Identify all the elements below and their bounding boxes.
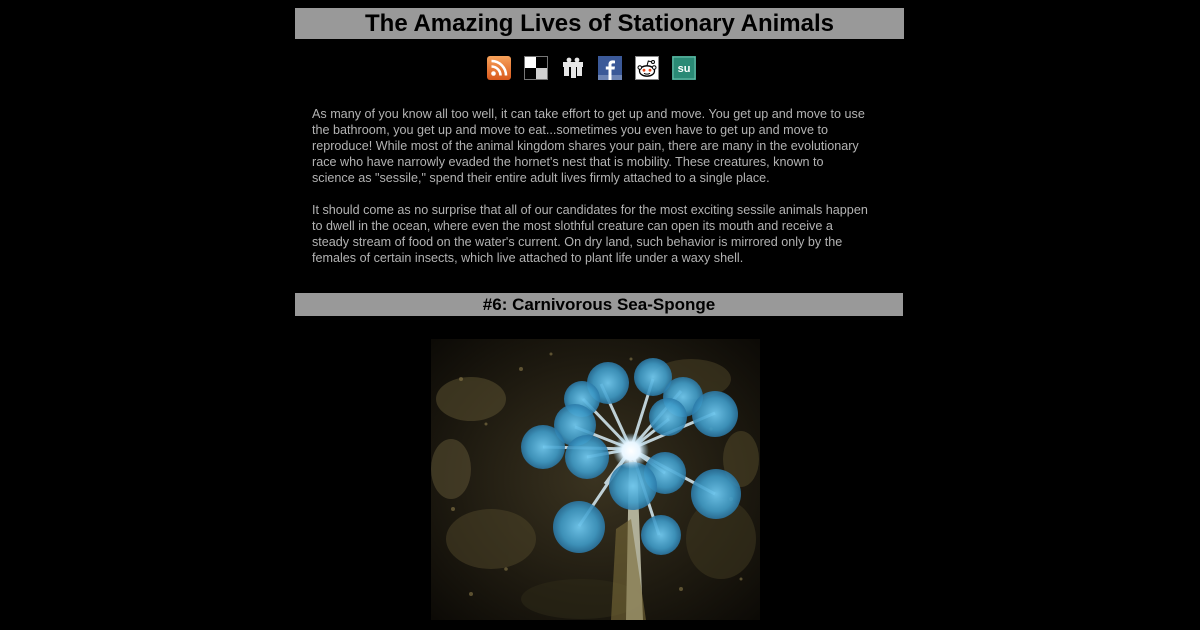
facebook-icon[interactable] xyxy=(598,56,622,80)
svg-text:su: su xyxy=(677,63,691,75)
reddit-icon[interactable] xyxy=(635,56,659,80)
intro-paragraph: As many of you know all too well, it can take effort to get up and move. You get up and move to use the bathroom, you get up and move to eat...sometimes you even have to get up and move to reproduce! While most of the animal kingdom shares your pain, there are many in the evolutionary race who have narrowly evaded the hornet's nest that is mobility. These creatures, known to science as "sessile," spend their entire adult lives firmly attached to a single place. xyxy=(312,107,865,185)
intro-paragraph: It should come as no surprise that all of our candidates for the most exciting sessile animals happen to dwell in the ocean, where even the most slothful creature can open its mouth and receive a steady stream of food on the water's current. On dry land, such behavior is mirrored only by the females of certain insects, which live attached to plant life under a waxy shell. xyxy=(312,203,868,265)
page-title: The Amazing Lives of Stationary Animals xyxy=(295,8,904,39)
intro-text xyxy=(312,106,868,282)
rss-icon[interactable] xyxy=(487,56,511,80)
delicious-icon[interactable] xyxy=(524,56,548,80)
stumbleupon-icon[interactable] xyxy=(672,56,696,80)
sea-sponge-photo xyxy=(431,339,760,620)
share-bar xyxy=(487,56,696,81)
digg-icon[interactable] xyxy=(561,56,585,80)
section-heading: #6: Carnivorous Sea-Sponge xyxy=(295,293,903,316)
